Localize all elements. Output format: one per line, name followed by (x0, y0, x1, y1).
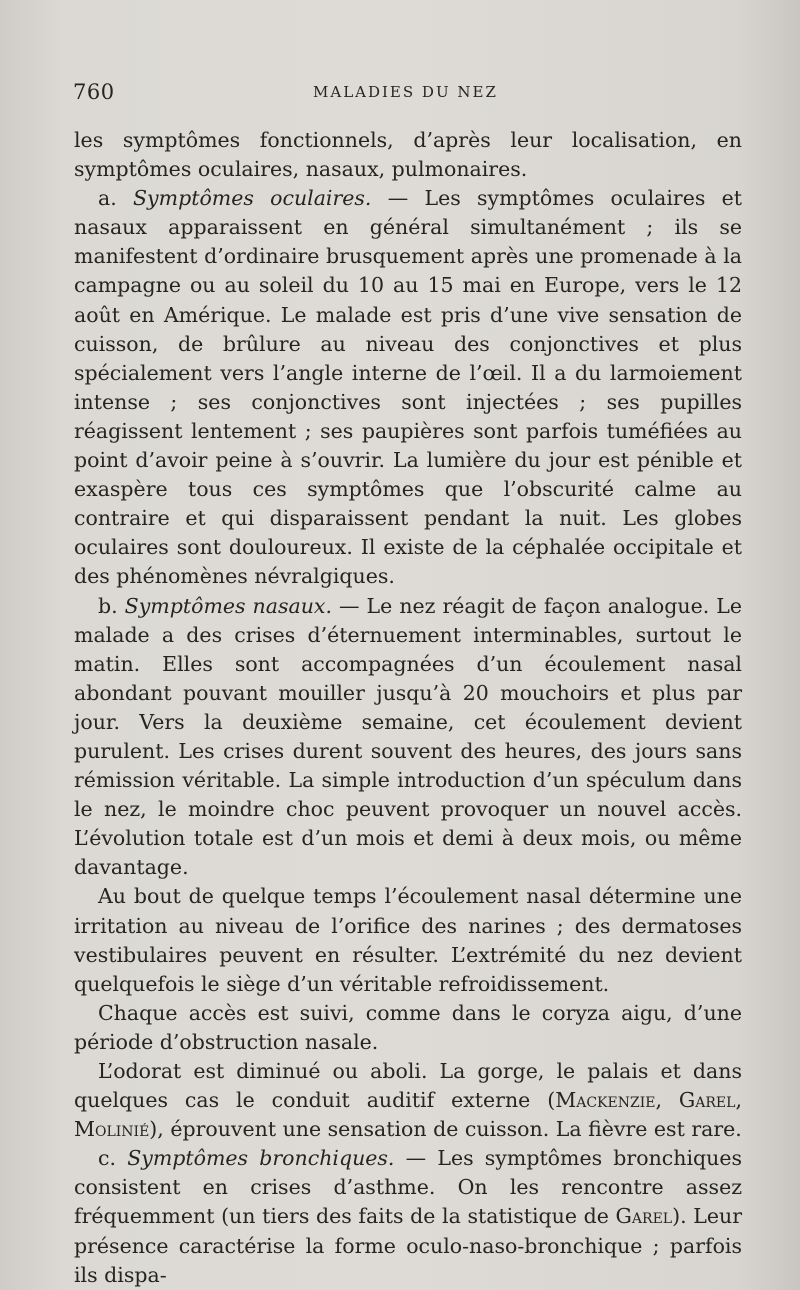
paragraph-irritation (74, 882, 742, 998)
paragraph-nasal-symptoms (74, 592, 742, 883)
body-text (74, 126, 742, 1290)
paragraph-text: ), éprouvent une sensation de cuisson. La fièvre est rare. (149, 1117, 742, 1142)
paragraph-text: Chaque accès est suivi, comme dans le coryza aigu, d’une période d’obstruction nasale. (74, 1000, 742, 1054)
paragraph-obstruction (74, 999, 742, 1057)
author-name: Molinié (74, 1117, 150, 1142)
author-name: Garel (678, 1088, 736, 1113)
running-title: MALADIES DU NEZ (313, 83, 498, 101)
paragraph-text: — Le nez réagit de façon analogue. Le malade a des crises d’éternuement interminables, surtout le matin. Elles sont accompagnées d’un écoulement nasal abondant pouvant mouiller jusqu’à 20 mouchoirs et plus par jour. Vers la deuxième semaine, cet écoulement devient purulent. Les crises durent souvent des heures, des jours sans rémission véritable. La simple introduction d’un spéculum dans le nez, le moindre choc peuvent provoquer un nouvel accès. L’évolution totale est d’un mois et demi à deux mois, ou même davantage. (74, 593, 742, 880)
author-name: Garel (615, 1204, 673, 1229)
paragraph-bronchial-symptoms (74, 1144, 742, 1289)
section-heading: Symptômes nasaux. (124, 593, 332, 618)
paragraph-text: L’odorat est diminué ou aboli. La gorge, le palais et dans quelques cas le conduit auditif externe ( (74, 1059, 742, 1113)
paragraph-text: ). Leur présence caractérise la forme oculo-naso-bronchique ; parfois ils dispa- (74, 1204, 742, 1287)
paragraph-text: — Les symptômes oculaires et nasaux apparaissent en général simultanément ; ils se manifestent d’ordinaire brusquement après une promenade à la campagne ou au soleil du 10 au 15 mai en Europe, vers le 12 août en Amérique. Le malade est pris d’une vive sensation de cuisson, de brûlure au niveau des conjonctives et plus spécialement vers l’angle interne de l’œil. Il a du larmoiement intense ; ses conjonctives sont injectées ; ses pupilles réagissent lentement ; ses paupières sont parfois tuméfiées au point d’avoir peine à s’ouvrir. La lumière du jour est pénible et exaspère tous ces symptômes que l’obscurité calme au contraire et qui disparaissent pendant la nuit. Les globes oculaires sont douloureux. Il existe de la céphalée occipitale et des phénomènes névralgiques. (74, 186, 742, 589)
paragraph-ocular-symptoms (74, 184, 742, 591)
section-label: a. (98, 186, 117, 211)
paragraph-smell (74, 1057, 742, 1144)
paragraph-text: — Les symptômes bronchiques consistent en crises d’asthme. On les rencontre assez fréquemment (un tiers des faits de la statistique de (74, 1146, 742, 1229)
section-heading: Symptômes bronchiques. (127, 1146, 395, 1171)
page-header (73, 80, 753, 110)
author-name: Mackenzie (555, 1088, 656, 1113)
section-heading: Symptômes oculaires. (133, 186, 372, 211)
separator: , (735, 1088, 742, 1113)
paragraph-continuation (74, 126, 742, 184)
page-number: 760 (73, 80, 115, 104)
section-label: b. (98, 593, 118, 618)
paragraph-text: les symptômes fonctionnels, d’après leur localisation, en symptômes oculaires, nasaux, pulmonaires. (74, 128, 742, 182)
section-label: c. (98, 1146, 116, 1171)
separator: , (655, 1088, 679, 1113)
paragraph-text: Au bout de quelque temps l’écoulement nasal détermine une irritation au niveau de l’orifice des narines ; des dermatoses vestibulaires peuvent en résulter. L’extrémité du nez devient quelquefois le siège d’un véritable refroidissement. (74, 884, 742, 996)
